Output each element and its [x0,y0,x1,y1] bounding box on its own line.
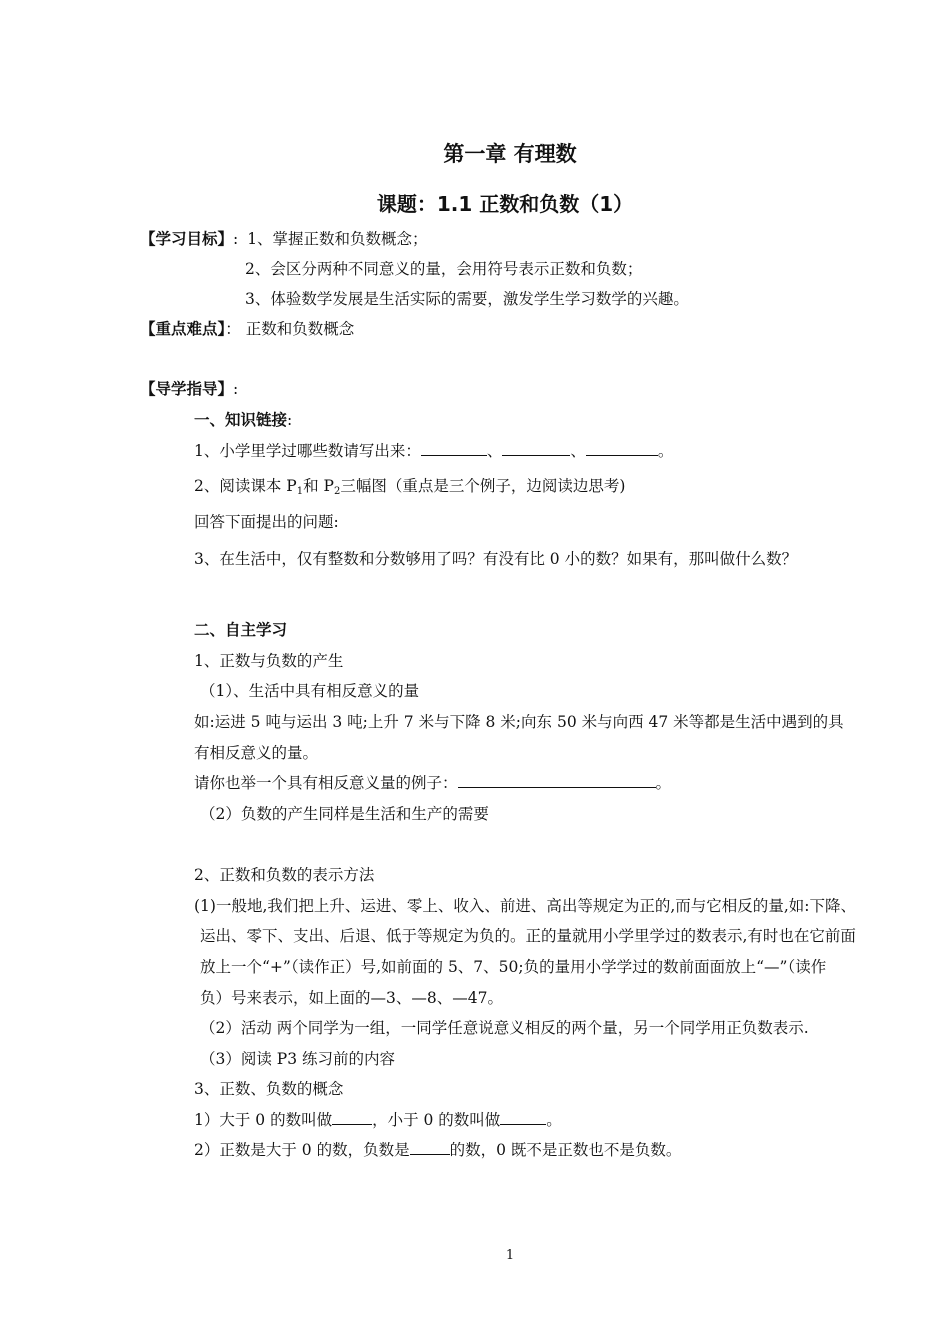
q2-sub-1: 1 [296,486,304,497]
page-number: 1 [505,1248,515,1263]
part1-heading-colon: : [287,411,293,429]
section-2-2: 2、正数和负数的表示方法 [194,866,375,884]
guide-sep: : [233,380,239,398]
example-line-1: 如:运进 5 吨与运出 3 吨;上升 7 米与下降 8 米;向东 50 米与向西 47 米等都是生活中遇到的具 [194,713,844,731]
reading-line: （3）阅读 P3 练习前的内容 [200,1050,396,1068]
concept-1-c: 。 [546,1111,562,1129]
concept-1-a: 1）大于 0 的数叫做 [194,1111,333,1129]
q1-pause: 、 [570,442,586,460]
part1-question-2 [194,476,625,502]
concept-line-2 [194,1140,681,1160]
q2-sub-2: 2 [333,486,341,497]
answer-blank[interactable] [332,1110,372,1125]
key-points-label: 【重点难点】 [140,319,226,338]
concept-line-1 [194,1110,562,1130]
example-line-2: 有相反意义的量。 [194,744,319,762]
activity-line: （2）活动 两个同学为一组，一同学任意说意义相反的两个量，另一个同学用正负数表示. [200,1019,809,1037]
q2-pre: 2、阅读课本 P [194,477,297,495]
guide-label: 【导学指导】 [140,379,234,398]
part2-heading: 二、自主学习 [194,620,288,639]
ask-example-end: 。 [655,774,672,792]
part1-heading-line [194,410,292,430]
q2-post: 三幅图（重点是三个例子，边阅读边思考) [340,477,626,495]
lesson-title: 课题：1.1 正数和负数（1） [376,192,634,216]
answer-blank[interactable] [410,1140,450,1155]
section-2-3: 3、正数、负数的概念 [194,1080,344,1098]
part1-question-1 [194,441,673,461]
part1-question-3: 3、在生活中，仅有整数和分数够用了吗？有没有比 0 小的数？如果有，那叫做什么数？ [194,550,798,568]
part1-heading: 一、知识链接 [194,410,288,429]
answer-blank[interactable] [586,441,658,456]
q1-pause: 、 [486,442,503,460]
concept-2-b: 的数，0 既不是正数也不是负数。 [449,1141,682,1159]
key-points-text: 正数和负数概念 [245,320,355,338]
objective-item-1: 1、掌握正数和负数概念； [247,230,428,248]
section-2-1-2: （2）负数的产生同样是生活和生产的需要 [200,805,489,823]
section-2-1-1: （1）、生活中具有相反意义的量 [200,682,420,700]
objectives-sep: : [233,230,239,248]
objectives-label: 【学习目标】 [140,229,234,248]
answer-blank[interactable] [458,773,656,788]
q1-text: 1、小学里学过哪些数请写出来： [194,442,421,460]
q2-mid: 和 P [303,477,334,495]
guide-line [140,379,238,399]
method-para-line-3: 放上一个“+”（读作正）号,如前面的 5、7、50;负的量用小学学过的数前面面放上“—”（读作 [200,958,827,976]
key-points-sep: ： [225,320,241,338]
section-2-1: 1、正数与负数的产生 [194,652,344,670]
method-para-line-2: 运出、零下、支出、后退、低于等规定为负的。正的量就用小学里学过的数表示,有时也在它前面 [200,927,856,945]
method-para-line-4: 负）号来表示，如上面的—3、—8、—47。 [200,989,503,1007]
method-para-line-1: (1)一般地,我们把上升、运进、零上、收入、前进、高出等规定为正的,而与它相反的量,如:下降、 [194,897,856,915]
key-points-line [140,319,354,339]
answer-blank[interactable] [500,1110,546,1125]
ask-example-text: 请你也举一个具有相反意义量的例子： [194,774,458,792]
objective-item-2: 2、会区分两种不同意义的量，会用符号表示正数和负数； [245,260,643,278]
objective-item-3: 3、体验数学发展是生活实际的需要，激发学生学习数学的兴趣。 [245,290,689,308]
concept-2-a: 2）正数是大于 0 的数，负数是 [194,1141,410,1159]
ask-example-line [194,773,671,793]
objectives-line-1 [140,229,428,249]
chapter-title: 第一章 有理数 [443,142,577,166]
concept-1-b: ，小于 0 的数叫做 [372,1111,501,1129]
q1-end: 。 [657,442,674,460]
answer-prompt: 回答下面提出的问题: [194,513,339,531]
answer-blank[interactable] [421,441,487,456]
answer-blank[interactable] [502,441,570,456]
